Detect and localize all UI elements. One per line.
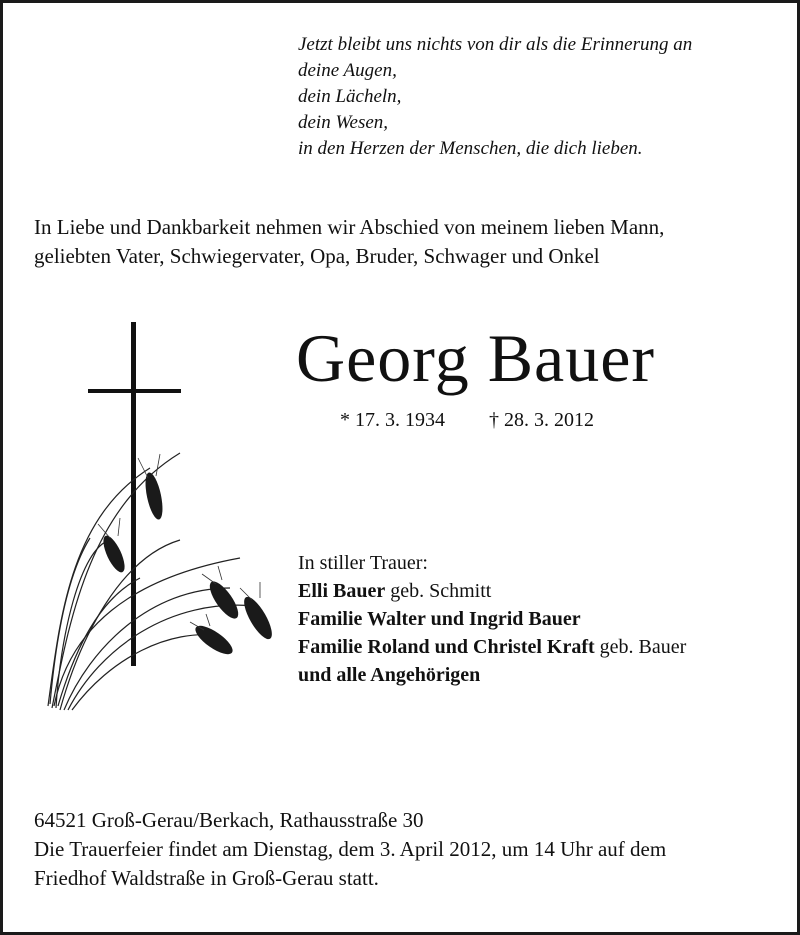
mourner-name: Familie Roland und Christel Kraft: [298, 636, 595, 658]
footer-info: [34, 806, 666, 893]
mourner-suffix: geb. Bauer: [594, 636, 687, 658]
life-dates: [340, 407, 594, 433]
poem-line: dein Lächeln,: [298, 86, 402, 107]
poem-line: dein Wesen,: [298, 112, 389, 133]
mourner-entry: [298, 577, 686, 605]
ceremony-line: Friedhof Waldstraße in Groß-Gerau statt.: [34, 866, 379, 890]
mourner-suffix: geb. Schmitt: [385, 580, 492, 602]
mourner-entry: [298, 661, 686, 689]
cross-with-wheat-icon: [30, 318, 290, 718]
mourner-entry: [298, 605, 686, 633]
wheat-ear: [205, 577, 243, 622]
death-date: † 28. 3. 2012: [489, 409, 594, 431]
poem-line: in den Herzen der Menschen, die dich lieben.: [298, 138, 643, 159]
address: 64521 Groß-Gerau/Berkach, Rathausstraße 30: [34, 808, 424, 832]
mourner-name: Elli Bauer: [298, 580, 386, 602]
intro-line: In Liebe und Dankbarkeit nehmen wir Abschied von meinem lieben Mann,: [34, 215, 665, 239]
mourner-entry: [298, 633, 686, 661]
poem-line: Jetzt bleibt uns nichts von dir als die Erinnerung an: [298, 34, 693, 55]
memorial-poem: [298, 32, 692, 162]
mourner-name: Familie Walter und Ingrid Bauer: [298, 608, 581, 630]
wheat-awns: [98, 454, 260, 630]
wheat-ear: [142, 471, 166, 521]
intro-line: geliebten Vater, Schwiegervater, Opa, Bruder, Schwager und Onkel: [34, 244, 600, 268]
wheat-ears: [99, 471, 277, 659]
wheat-ear: [239, 593, 277, 643]
cross-horizontal-beam: [88, 389, 181, 393]
mourner-name: und alle Angehörigen: [298, 664, 481, 686]
mourners-heading: In stiller Trauer:: [298, 552, 428, 574]
mourners-block: [298, 549, 686, 689]
ceremony-line: Die Trauerfeier findet am Dienstag, dem 3. April 2012, um 14 Uhr auf dem: [34, 837, 667, 861]
birth-date: * 17. 3. 1934: [340, 409, 445, 431]
deceased-name: Georg Bauer: [296, 320, 656, 396]
farewell-intro: [34, 213, 664, 271]
wheat-ear: [99, 533, 129, 575]
poem-line: deine Augen,: [298, 60, 397, 81]
